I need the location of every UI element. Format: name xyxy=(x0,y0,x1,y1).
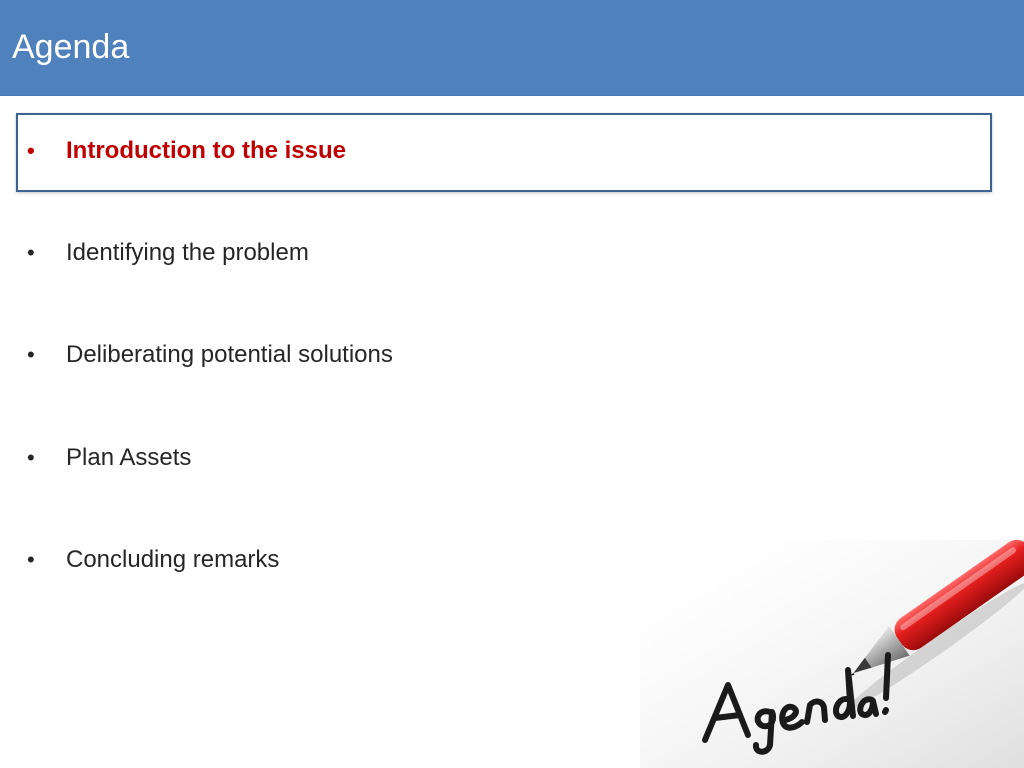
agenda-item-plan-assets xyxy=(27,442,191,474)
agenda-item-label: Concluding remarks xyxy=(66,546,280,573)
slide-title: Agenda xyxy=(12,28,130,66)
agenda-item-label: Introduction to the issue xyxy=(66,137,346,164)
agenda-item-label: Identifying the problem xyxy=(66,239,309,266)
agenda-item-introduction xyxy=(27,135,346,167)
bullet-icon: • xyxy=(27,240,35,265)
agenda-item-identifying xyxy=(27,237,309,269)
bullet-icon: • xyxy=(27,445,35,470)
bullet-icon: • xyxy=(27,547,35,572)
bullet-icon: • xyxy=(27,138,35,163)
agenda-item-label: Deliberating potential solutions xyxy=(66,341,393,368)
agenda-item-deliberating xyxy=(27,339,393,371)
bullet-icon: • xyxy=(27,342,35,367)
agenda-item-label: Plan Assets xyxy=(66,444,192,471)
agenda-item-concluding xyxy=(27,544,279,576)
pen-illustration xyxy=(640,540,1024,768)
